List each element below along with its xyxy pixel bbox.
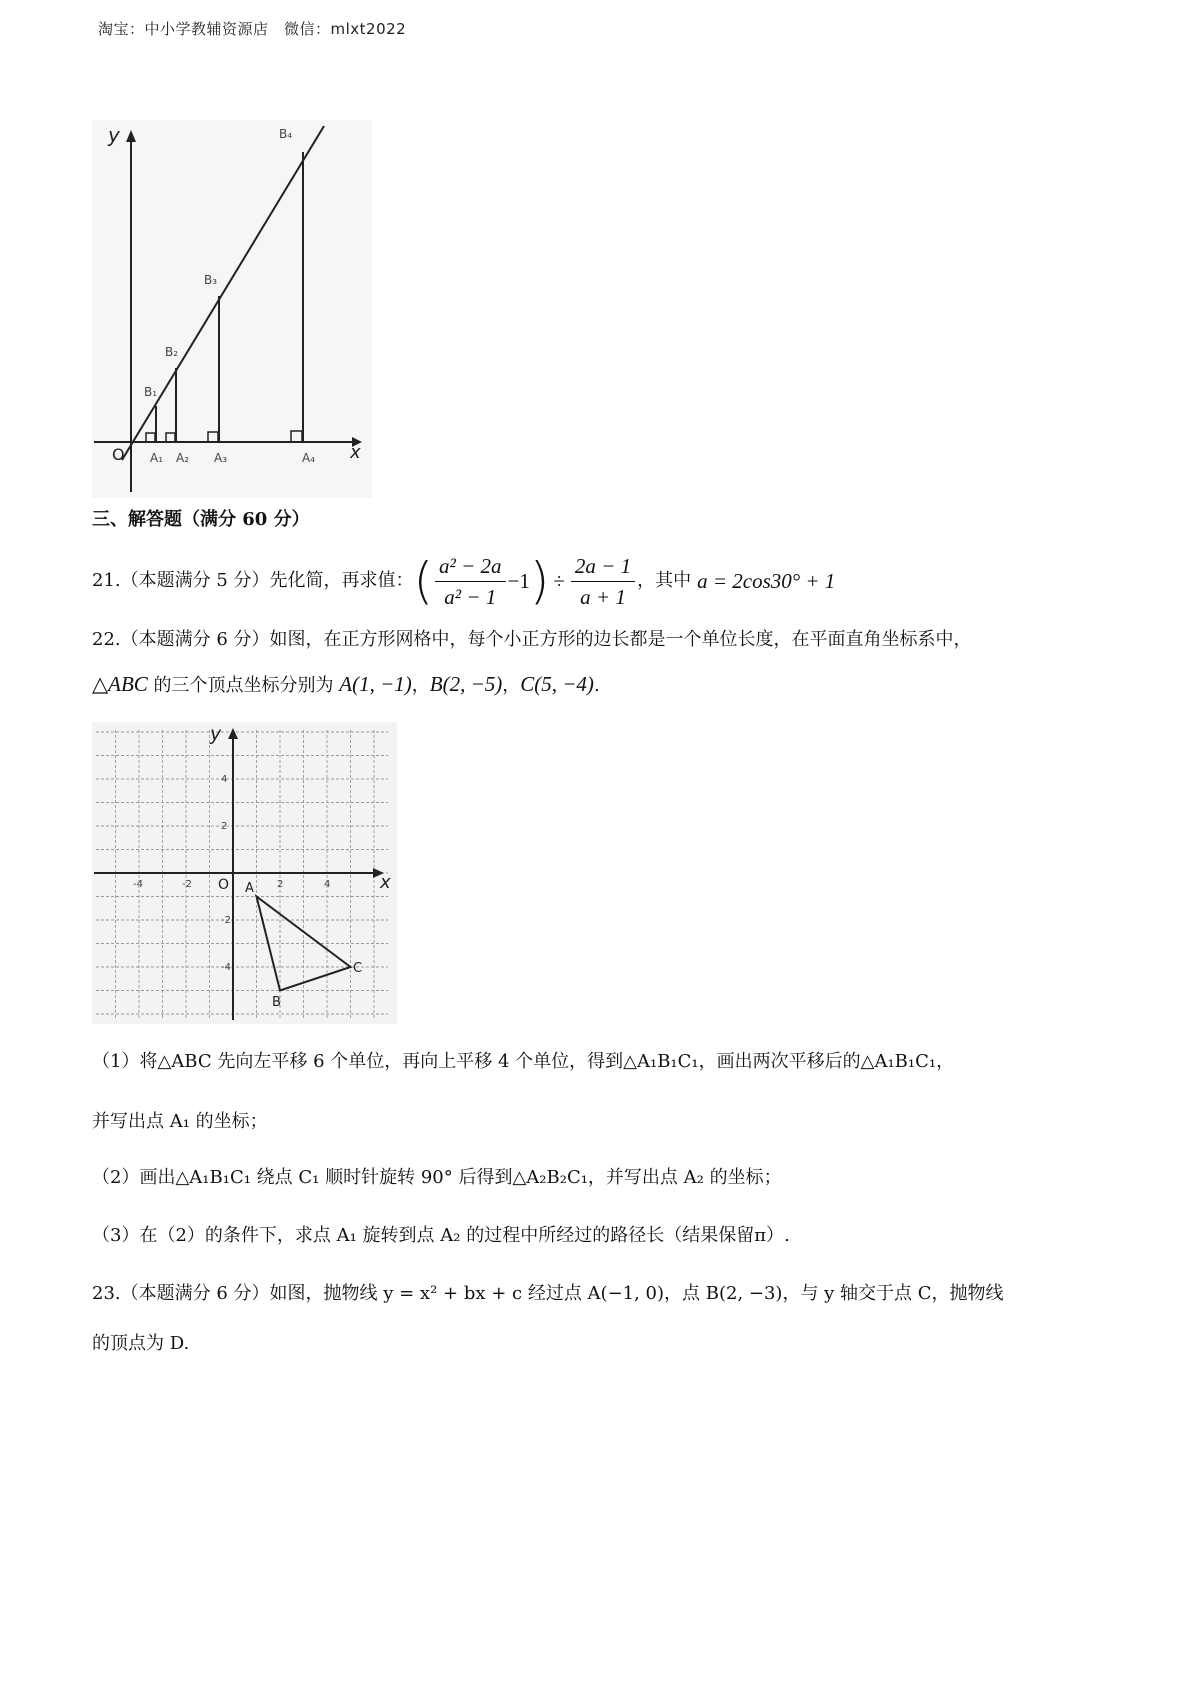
grid-axis-y: y bbox=[210, 723, 222, 745]
q22-part-2: （2）画出△A₁B₁C₁ 绕点 C₁ 顺时针旋转 90° 后得到△A₂B₂C₁，并写出点 A₂ 的坐标； bbox=[92, 1167, 782, 1188]
q21-divide: ÷ bbox=[553, 569, 565, 593]
fig1-b4: B₄ bbox=[279, 127, 293, 141]
q22-end: . bbox=[593, 675, 600, 696]
q22-part-1a: （1）将△ABC 先向左平移 6 个单位，再向上平移 4 个单位，得到△A₁B₁C₁，画出两次平移后的△A₁B₁C₁， bbox=[92, 1051, 955, 1072]
section-title: 三、解答题（满分 60 分） bbox=[92, 509, 310, 530]
grid-xtick-2: 2 bbox=[277, 879, 284, 890]
q21-minus-one: −1 bbox=[507, 569, 530, 593]
q23-line-2: 的顶点为 D. bbox=[92, 1333, 190, 1354]
fig1-axis-y: y bbox=[108, 123, 120, 147]
grid-label-a: A bbox=[245, 881, 254, 896]
q21-where: ，其中 bbox=[637, 570, 692, 591]
q22-sep-1: ， bbox=[411, 675, 430, 696]
fig1-a1: A₁ bbox=[150, 451, 164, 465]
fig1-a2: A₂ bbox=[176, 451, 190, 465]
q21-fraction-2 bbox=[571, 553, 635, 610]
fig1-b1: B₁ bbox=[144, 385, 158, 399]
q23-line-1: 23.（本题满分 6 分）如图，抛物线 y = x² + bx + c 经过点 A(−1, 0)，点 B(2, −3)，与 y 轴交于点 C，抛物线 bbox=[92, 1283, 1004, 1304]
grid-label-c: C bbox=[353, 961, 363, 976]
q21-right-paren: ) bbox=[529, 552, 550, 610]
grid-ytick-4: 4 bbox=[221, 774, 228, 785]
figure-grid-triangle bbox=[92, 722, 397, 1024]
grid-xtick-neg2: -2 bbox=[182, 879, 192, 890]
grid-xtick-neg4: -4 bbox=[133, 879, 143, 890]
fig1-b2: B₂ bbox=[165, 345, 179, 359]
grid-xtick-4: 4 bbox=[324, 879, 331, 890]
q22-triangle: △ABC bbox=[92, 672, 148, 696]
q22-part-3: （3）在（2）的条件下，求点 A₁ 旋转到点 A₂ 的过程中所经过的路径长（结果保留π）. bbox=[92, 1225, 790, 1246]
page-header: 淘宝：中小学教辅资源店 微信：mlxt2022 bbox=[98, 20, 407, 38]
q22-mid-text: 的三个顶点坐标分别为 bbox=[147, 675, 340, 696]
fig1-axis-x: x bbox=[350, 442, 361, 463]
q22-point-b: B(2, −5) bbox=[429, 672, 503, 696]
q21-numerator-2: 2a − 1 bbox=[571, 553, 635, 582]
question-21 bbox=[92, 550, 835, 612]
q22-sep-2: ， bbox=[502, 675, 521, 696]
q22-line-1: 22.（本题满分 6 分）如图，在正方形网格中，每个小正方形的边长都是一个单位长度，在平面直角坐标系中， bbox=[92, 629, 972, 650]
q21-prefix: 21.（本题满分 5 分）先化简，再求值： bbox=[92, 570, 414, 591]
grid-ytick-neg4: -4 bbox=[221, 962, 231, 973]
q21-left-paren: ( bbox=[413, 552, 434, 610]
q21-expression: a = 2cos30° + 1 bbox=[697, 569, 836, 593]
fig1-origin: O bbox=[112, 445, 125, 464]
q22-part-1b: 并写出点 A₁ 的坐标； bbox=[92, 1111, 268, 1132]
q22-point-c: C(5, −4) bbox=[520, 672, 594, 696]
grid-origin: O bbox=[218, 877, 230, 893]
grid-ytick-2: 2 bbox=[221, 821, 228, 832]
q22-line-2 bbox=[92, 672, 600, 698]
figure-line-perpendiculars bbox=[92, 120, 372, 498]
grid-axis-x: x bbox=[380, 872, 391, 893]
q21-denominator-2: a + 1 bbox=[580, 584, 626, 609]
grid-ytick-neg2: -2 bbox=[221, 915, 231, 926]
q21-numerator-1: a² − 2a bbox=[435, 553, 505, 582]
fig1-a4: A₄ bbox=[302, 451, 316, 465]
grid-label-b: B bbox=[272, 995, 281, 1010]
fig1-a3: A₃ bbox=[214, 451, 228, 465]
q21-denominator-1: a² − 1 bbox=[444, 584, 497, 609]
q21-fraction-1 bbox=[435, 553, 505, 610]
fig1-b3: B₃ bbox=[204, 273, 218, 287]
q22-point-a: A(1, −1) bbox=[339, 672, 412, 696]
